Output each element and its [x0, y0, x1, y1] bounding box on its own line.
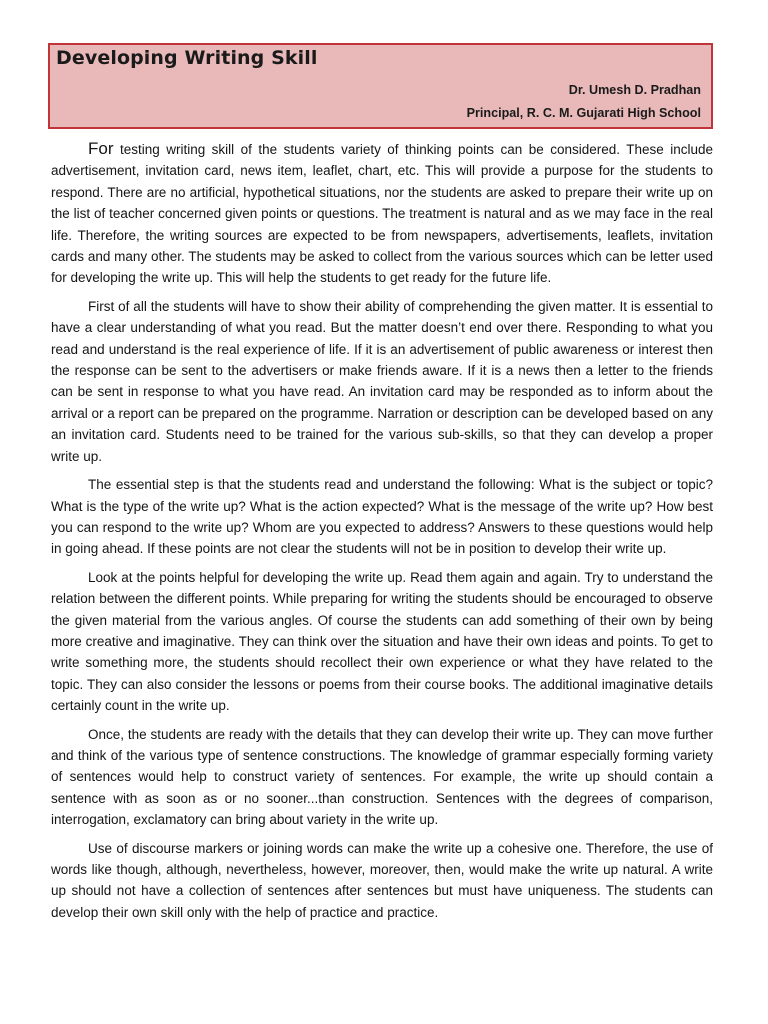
article-body — [51, 138, 713, 930]
paragraph-2: First of all the students will have to show their ability of comprehending the given matter. It is essential to have a clear understanding of what you read. But the matter doesn’t end over there. Responding to what you read and understand is the real experience of life. If it is an advertisement of public awareness or interest then the response can be sent to the advertisers or make friends aware. If it is a news then a letter to the friends can be sent in response to what you have read. An invitation card may be responded as to inform about the arrival or a report can be prepared on the programme. Narration or description can be developed based on any an invitation card. Students need to be trained for the various sub-skills, so that they can develop a proper write up. — [51, 298, 713, 464]
paragraph-6: Use of discourse markers or joining words can make the write up a cohesive one. Therefore, the use of words like though, although, nevertheless, however, moreover, then, would make the write up natural. A write up should not have a collection of sentences after sentences but must have uniqueness. The students can develop their own skill only with the help of practice and practice. — [51, 840, 713, 920]
paragraph-1-text: testing writing skill of the students variety of thinking points can be considered. These include advertisement, invitation card, news item, leaflet, chart, etc. This will provide a purpose for the students to respond. There are no artificial, hypothetical situations, nor the students are asked to prepare their write up on the list of teacher concerned given points or questions. The treatment is natural and as we may face in the real life. Therefore, the writing sources are expected to be from newspapers, advertisements, leaflets, invitation cards and many other. The students may be asked to collect from the various sources which can be letter used for developing the write up. This will help the students to get ready for the future life. — [51, 142, 713, 286]
author-name: Dr. Umesh D. Pradhan — [568, 83, 701, 97]
paragraph-3: The essential step is that the students read and understand the following: What is the subject or topic? What is the type of the write up? What is the action expected? What is the message of the write up? How best you can respond to the write up? Whom are you expected to address? Answers to these questions would help in going ahead. If these points are not clear the students will not be in position to develop their write up. — [51, 477, 713, 557]
paragraph-4: Look at the points helpful for developing the write up. Read them again and again. Try to understand the relation between the different points. While preparing for writing the students should be encouraged to observe the given material from the various angles. Of course the students can add something of their own by being more creative and imaginative. They can think over the situation and have their own ideas and points. To get to write something more, the students should recollect their own experience or what they have related to the topic. They can also consider the lessons or poems from their course books. The additional imaginative details certainly count in the write up. — [51, 569, 713, 714]
lead-word: For — [88, 139, 114, 158]
author-affiliation: Principal, R. C. M. Gujarati High School — [466, 106, 701, 120]
title-banner — [48, 43, 713, 129]
document-title: Developing Writing Skill — [56, 47, 318, 69]
paragraph-1 — [51, 138, 713, 289]
paragraph-5: Once, the students are ready with the details that they can develop their write up. They can move further and think of the various type of sentence constructions. The knowledge of grammar especially forming variety of sentences would help to construct variety of sentences. For example, the write up should contain a sentence with as soon as or no sooner...than construction. Sentences with the degrees of comparison, interrogation, exclamatory can bring about variety in the write up. — [51, 726, 713, 828]
